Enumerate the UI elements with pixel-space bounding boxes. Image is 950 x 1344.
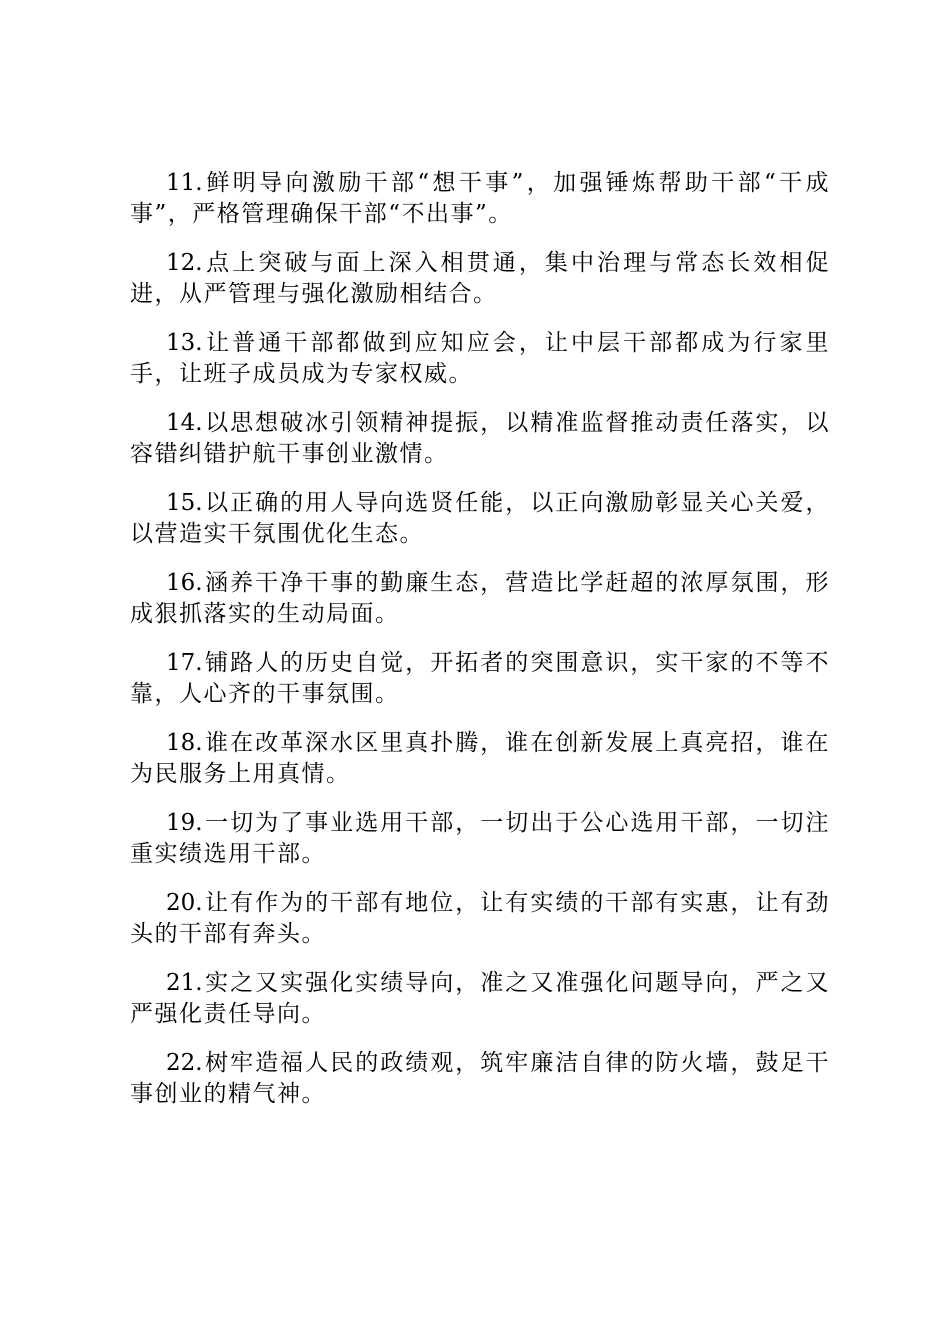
list-item bbox=[130, 248, 830, 310]
item-number: 14. bbox=[166, 410, 203, 436]
item-number: 22. bbox=[166, 1050, 203, 1076]
item-text: 一切为了事业选用干部，一切出于公心选用干部，一切注重实绩选用干部。 bbox=[130, 810, 830, 867]
item-number: 11. bbox=[166, 170, 203, 196]
item-number: 19. bbox=[166, 810, 203, 836]
item-number: 15. bbox=[166, 490, 203, 516]
item-number: 16. bbox=[166, 570, 203, 596]
item-text: 谁在改革深水区里真扑腾，谁在创新发展上真亮招，谁在为民服务上用真情。 bbox=[130, 730, 830, 787]
list-item bbox=[130, 488, 830, 550]
item-text: 铺路人的历史自觉，开拓者的突围意识，实干家的不等不靠，人心齐的干事氛围。 bbox=[130, 650, 830, 707]
item-text: 树牢造福人民的政绩观，筑牢廉洁自律的防火墙，鼓足干事创业的精气神。 bbox=[130, 1050, 830, 1107]
list-item bbox=[130, 648, 830, 710]
item-number: 13. bbox=[166, 330, 203, 356]
list-item bbox=[130, 888, 830, 950]
item-text: 鲜明导向激励干部“想干事”，加强锤炼帮助干部“干成事”，严格管理确保干部“不出事”。 bbox=[130, 170, 830, 227]
item-text: 以思想破冰引领精神提振，以精准监督推动责任落实，以容错纠错护航干事创业激情。 bbox=[130, 410, 830, 467]
item-text: 涵养干净干事的勤廉生态，营造比学赶超的浓厚氛围，形成狠抓落实的生动局面。 bbox=[130, 570, 830, 627]
list-item bbox=[130, 408, 830, 470]
item-text: 让有作为的干部有地位，让有实绩的干部有实惠，让有劲头的干部有奔头。 bbox=[130, 890, 830, 947]
item-text: 点上突破与面上深入相贯通，集中治理与常态长效相促进，从严管理与强化激励相结合。 bbox=[130, 250, 830, 307]
list-item bbox=[130, 728, 830, 790]
item-number: 21. bbox=[166, 970, 203, 996]
list-item bbox=[130, 968, 830, 1030]
list-item bbox=[130, 168, 830, 230]
item-text: 实之又实强化实绩导向，准之又准强化问题导向，严之又严强化责任导向。 bbox=[130, 970, 830, 1027]
item-number: 20. bbox=[166, 890, 203, 916]
list-item bbox=[130, 808, 830, 870]
list-item bbox=[130, 568, 830, 630]
item-text: 以正确的用人导向选贤任能，以正向激励彰显关心关爱，以营造实干氛围优化生态。 bbox=[130, 490, 830, 547]
item-text: 让普通干部都做到应知应会，让中层干部都成为行家里手，让班子成员成为专家权威。 bbox=[130, 330, 830, 387]
list-item bbox=[130, 328, 830, 390]
item-number: 12. bbox=[166, 250, 203, 276]
document-body bbox=[130, 168, 830, 1128]
list-item bbox=[130, 1048, 830, 1110]
item-number: 18. bbox=[166, 730, 203, 756]
item-number: 17. bbox=[166, 650, 203, 676]
